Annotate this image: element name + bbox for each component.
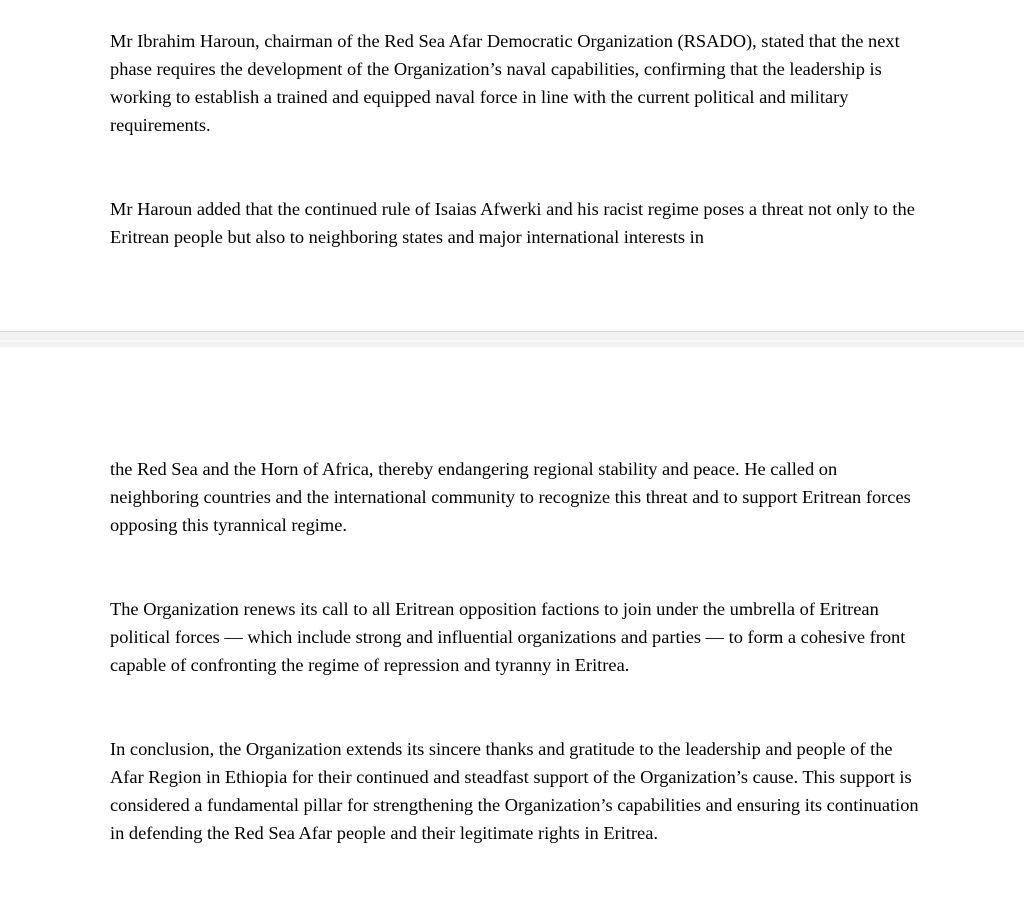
page-break-seam (0, 340, 1024, 342)
page-1-region (0, 0, 1024, 331)
paragraph-conclusion-thanks: In conclusion, the Organization extends its sincere thanks and gratitude to the leadership and people of the Afar Region in Ethiopia for their continued and steadfast support of the Organization’s cause. This support is considered a fundamental pillar for strengthening the Organization’s capabilities and ensuring its continuation in defending the Red Sea Afar people and their legitimate rights in Eritrea. (110, 739, 919, 843)
paragraph-rsado-naval-capabilities: Mr Ibrahim Haroun, chairman of the Red Sea Afar Democratic Organization (RSADO), stated that the next phase requires the development of the Organization’s naval capabilities, confirming that the leadership is working to establish a trained and equipped naval force in line with the current political and military requirements. (110, 31, 900, 135)
page-break (0, 331, 1024, 347)
paragraph-regional-stability: the Red Sea and the Horn of Africa, thereby endangering regional stability and peace. He called on neighboring countries and the international community to recognize this threat and to support Eritrean forces opposing this tyrannical regime. (110, 459, 911, 535)
paragraph-haroun-regime-threat: Mr Haroun added that the continued rule of Isaias Afwerki and his racist regime poses a threat not only to the Eritrean people but also to neighboring states and major international interests in (110, 199, 915, 247)
page-2-region (0, 347, 1024, 907)
paragraph-opposition-call: The Organization renews its call to all Eritrean opposition factions to join under the umbrella of Eritrean political forces — which include strong and influential organizations and parties — to form a cohesive front capable of confronting the regime of repression and tyranny in Eritrea. (110, 599, 906, 675)
